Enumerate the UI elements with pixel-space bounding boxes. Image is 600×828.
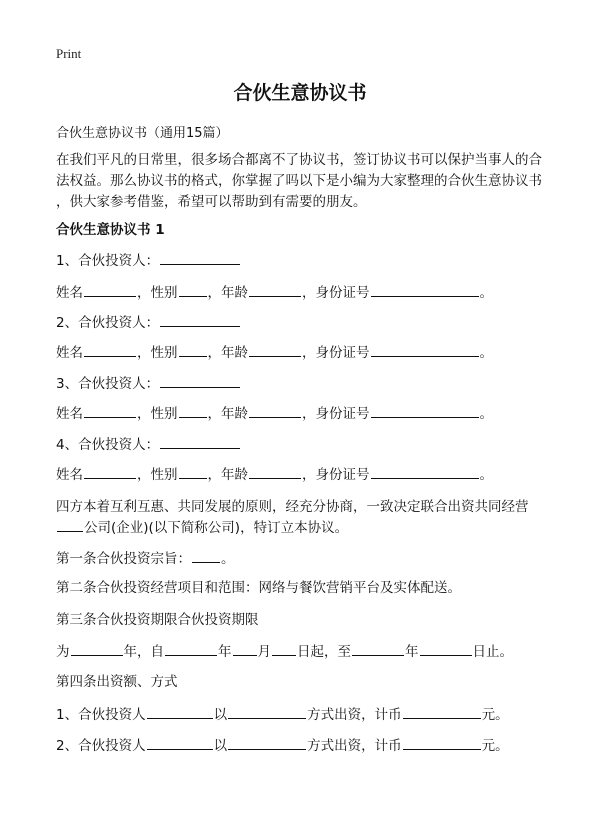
- field-gender-label: ，性别: [137, 345, 178, 361]
- field-id-label: ，身份证号: [302, 345, 370, 361]
- field-gender-label: ，性别: [137, 285, 178, 301]
- field-gender-label: ，性别: [137, 467, 178, 483]
- field-id-label: ，身份证号: [302, 467, 370, 483]
- intro-paragraph: [56, 150, 556, 213]
- document-title: 合伙生意协议书: [233, 82, 367, 104]
- contribution-prefix: 2、合伙投资人: [56, 738, 146, 754]
- line-end: 。: [479, 285, 493, 301]
- article-1-prefix: 第一条合伙投资宗旨：: [56, 551, 191, 567]
- term-line: [56, 641, 513, 662]
- investor-label: 4、合伙投资人：: [56, 437, 160, 453]
- article-2: 第二条合伙投资经营项目和范围：网络与餐饮营销平台及实体配送。: [56, 580, 461, 596]
- term-part: 为: [56, 644, 70, 660]
- blank: [228, 735, 306, 750]
- field-name-label: 姓名: [56, 285, 83, 301]
- blank: [249, 464, 301, 479]
- blank: [147, 704, 213, 719]
- field-name-label: 姓名: [56, 345, 83, 361]
- blank: [147, 735, 213, 750]
- blank: [84, 403, 136, 418]
- blank: [403, 735, 481, 750]
- field-age-label: ，年龄: [207, 467, 248, 483]
- article-1-suffix: 。: [221, 551, 235, 567]
- print-link[interactable]: Print: [56, 46, 82, 61]
- info-line: [56, 342, 493, 363]
- document-subtitle: 合伙生意协议书（通用15篇）: [56, 126, 229, 141]
- investor-label: 2、合伙投资人：: [56, 315, 160, 331]
- blank: [249, 403, 301, 418]
- investor-blank: [160, 250, 240, 265]
- info-line: [56, 403, 493, 424]
- field-name-label: 姓名: [56, 406, 83, 422]
- contribution-end: 元。: [481, 707, 509, 723]
- contribution-mid: 以: [213, 707, 228, 723]
- blank: [272, 641, 296, 656]
- investor-blank: [160, 373, 240, 388]
- blank: [84, 342, 136, 357]
- field-gender-label: ，性别: [137, 406, 178, 422]
- article-1: [56, 548, 235, 569]
- blank: [371, 464, 479, 479]
- blank: [403, 704, 481, 719]
- field-age-label: ，年龄: [207, 406, 248, 422]
- info-line: [56, 282, 493, 303]
- field-age-label: ，年龄: [207, 285, 248, 301]
- intro-line: 在我们平凡的日常里，很多场合都离不了协议书，签订协议书可以保护当事人的合: [56, 152, 542, 168]
- blank: [249, 282, 301, 297]
- contribution-line: [56, 735, 509, 756]
- article-4: 第四条出资额、方式: [56, 674, 178, 690]
- blank: [84, 282, 136, 297]
- investor-line: [56, 312, 241, 333]
- term-part: 年: [218, 644, 232, 660]
- field-name-label: 姓名: [56, 467, 83, 483]
- blank: [179, 342, 207, 357]
- blank: [165, 641, 217, 656]
- blank: [352, 641, 404, 656]
- term-part: 日起，至: [297, 644, 351, 660]
- investor-blank: [160, 312, 240, 327]
- blank: [371, 282, 479, 297]
- joint-paragraph-suffix: 公司(企业)(以下简称公司)，特订立本协议。: [84, 520, 349, 536]
- contribution-mid2: 方式出资，计币: [307, 738, 402, 754]
- blank: [179, 403, 207, 418]
- investor-label: 1、合伙投资人：: [56, 253, 160, 269]
- joint-paragraph-line1: 四方本着互利互惠、共同发展的原则，经充分协商，一致决定联合出资共同经营: [56, 499, 529, 515]
- info-line: [56, 464, 493, 485]
- blank: [249, 342, 301, 357]
- term-part: 年: [405, 644, 419, 660]
- contribution-prefix: 1、合伙投资人: [56, 707, 146, 723]
- section-heading: 合伙生意协议书 1: [56, 222, 165, 238]
- field-id-label: ，身份证号: [302, 406, 370, 422]
- intro-line: 法权益。那么协议书的格式，你掌握了吗以下是小编为大家整理的合伙生意协议书: [56, 173, 542, 189]
- term-part: 年，自: [123, 644, 164, 660]
- line-end: 。: [479, 406, 493, 422]
- blank: [233, 641, 257, 656]
- blank: [179, 282, 207, 297]
- blank: [192, 548, 220, 563]
- investor-label: 3、合伙投资人：: [56, 376, 160, 392]
- blank: [371, 403, 479, 418]
- blank: [84, 464, 136, 479]
- blank: [57, 517, 83, 532]
- investor-line: [56, 434, 241, 455]
- line-end: 。: [479, 345, 493, 361]
- intro-line: ，供大家参考借鉴，希望可以帮助到有需要的朋友。: [56, 194, 367, 210]
- blank: [371, 342, 479, 357]
- investor-line: [56, 250, 241, 271]
- field-id-label: ，身份证号: [302, 285, 370, 301]
- investor-blank: [160, 434, 240, 449]
- investor-line: [56, 373, 241, 394]
- blank: [71, 641, 123, 656]
- contribution-mid2: 方式出资，计币: [307, 707, 402, 723]
- blank: [179, 464, 207, 479]
- term-part: 日止。: [472, 644, 513, 660]
- blank: [228, 704, 306, 719]
- blank: [420, 641, 472, 656]
- contribution-mid: 以: [213, 738, 228, 754]
- article-3: 第三条合伙投资期限合伙投资期限: [56, 612, 259, 628]
- joint-paragraph-line2: [56, 517, 348, 538]
- field-age-label: ，年龄: [207, 345, 248, 361]
- contribution-line: [56, 704, 509, 725]
- line-end: 。: [479, 467, 493, 483]
- contribution-end: 元。: [481, 738, 509, 754]
- term-part: 月: [257, 644, 271, 660]
